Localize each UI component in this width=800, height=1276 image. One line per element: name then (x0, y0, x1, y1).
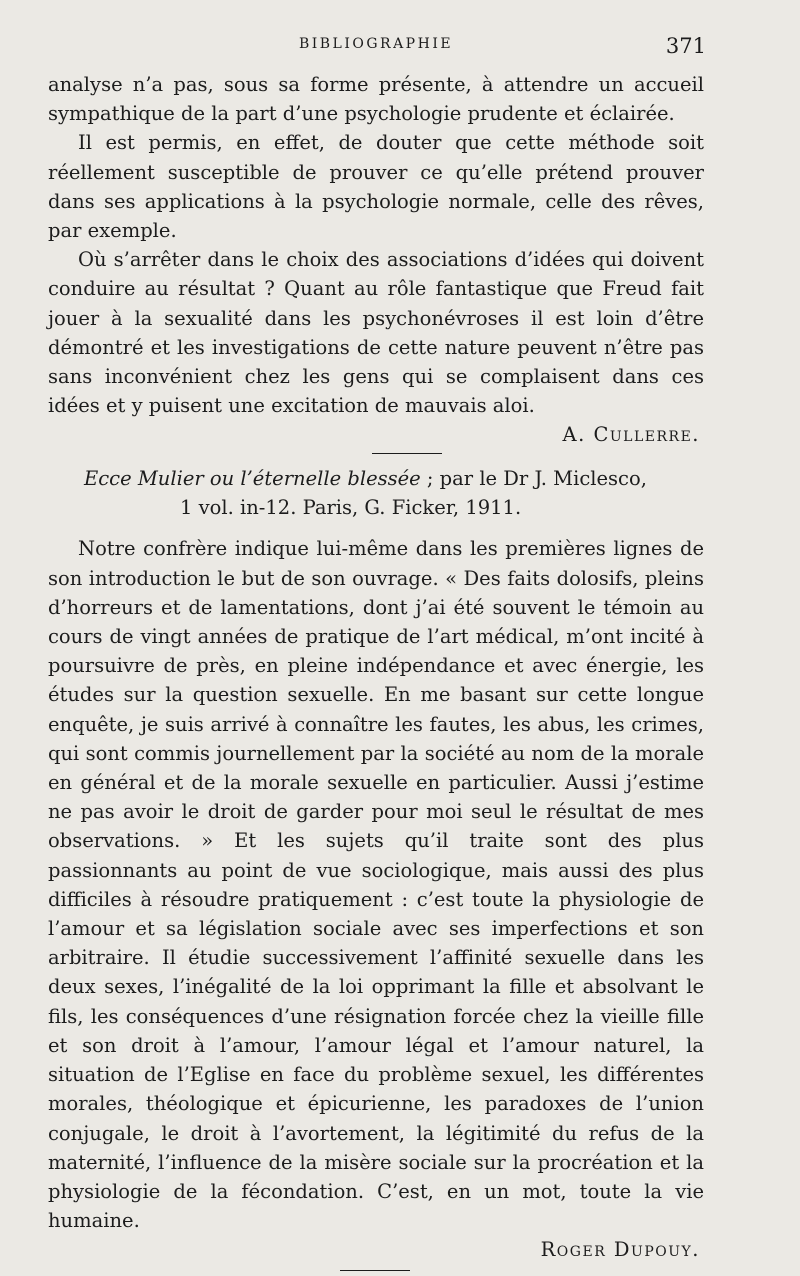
author-signature (48, 1235, 704, 1264)
paragraph: analyse n’a pas, sous sa forme présente, à attendre un accueil sympathique de la part d’une psychologie prudente et éclairée. (48, 73, 704, 126)
review-cullerre (48, 70, 704, 449)
book-author: ; par le Dr J. Miclesco, (420, 467, 647, 491)
running-head (48, 34, 704, 60)
signature-text: Roger Dupouy. (540, 1238, 700, 1262)
signature-text: A. Cullerre. (562, 423, 700, 447)
book-reference-line-1 (48, 464, 704, 493)
page-number: 371 (665, 34, 706, 58)
paragraph: Notre confrère indique lui-même dans les premières lignes de son introduction le but de son ouvrage. « Des faits dolosifs, pleins d’horreurs et de lamentations, dont j’ai été souvent le témoin au cours de vingt années de pratique de l’art médical, m’ont incité à poursuivre de près, en pleine indépendance et avec énergie, les études sur la question sexuelle. En me basant sur cette longue enquête, je suis arrivé à connaître les fautes, les abus, les crimes, qui sont commis journellement par la société au nom de la morale en général et de la morale sexuelle en particulier. Aussi j’estime ne pas avoir le droit de garder pour moi seul le résultat de mes observations. » Et les sujets qu’il traite sont des plus passionnants au point de vue sociologique, mais aussi des plus difficiles à résoudre pratiquement : c’est toute la physiologie de l’amour et sa législation sociale avec ses imperfections et son arbitraire. Il étudie successivement l’affinité sexuelle dans les deux sexes, l’inégalité de la loi opprimant la fille et absolvant le fils, les conséquences d’une résignation forcée chez la vieille fille et son droit à l’amour, l’amour légal et l’amour naturel, la situation de l’Eglise en face du problème sexuel, les différentes morales, théologique et épicurienne, les paradoxes de l’union conjugale, le droit à l’avortement, la légitimité du refus de la maternité, l’influence de la misère sociale sur la procréation et la physiologie de la fécondation. C’est, en un mot, toute la vie humaine. (48, 537, 704, 1233)
book-reference (48, 464, 704, 522)
author-signature (48, 420, 704, 449)
section-divider (340, 1270, 410, 1271)
book-publication: 1 vol. in-12. Paris, G. Ficker, 1911. (180, 496, 522, 520)
book-title: Ecce Mulier ou l’éternelle blessée (84, 467, 421, 491)
paragraph: Où s’arrêter dans le choix des associations d’idées qui doivent conduire au résultat ? Quant au rôle fantastique que Freud fait jouer à la sexualité dans les psychonévroses il est loin d’être démontré et les investigations de cette nature peuvent n’être pas sans inconvénient chez les gens qui se complaisent dans ces idées et y puisent une excitation de mauvais aloi. (48, 248, 704, 418)
review-dupouy (48, 464, 704, 1264)
running-head-title: BIBLIOGRAPHIE (298, 36, 454, 52)
section-divider (372, 453, 442, 454)
paragraph: Il est permis, en effet, de douter que cette méthode soit réellement susceptible de prouver ce qu’elle prétend prouver dans ses applications à la psychologie normale, celle des rêves, par exemple. (48, 131, 704, 243)
